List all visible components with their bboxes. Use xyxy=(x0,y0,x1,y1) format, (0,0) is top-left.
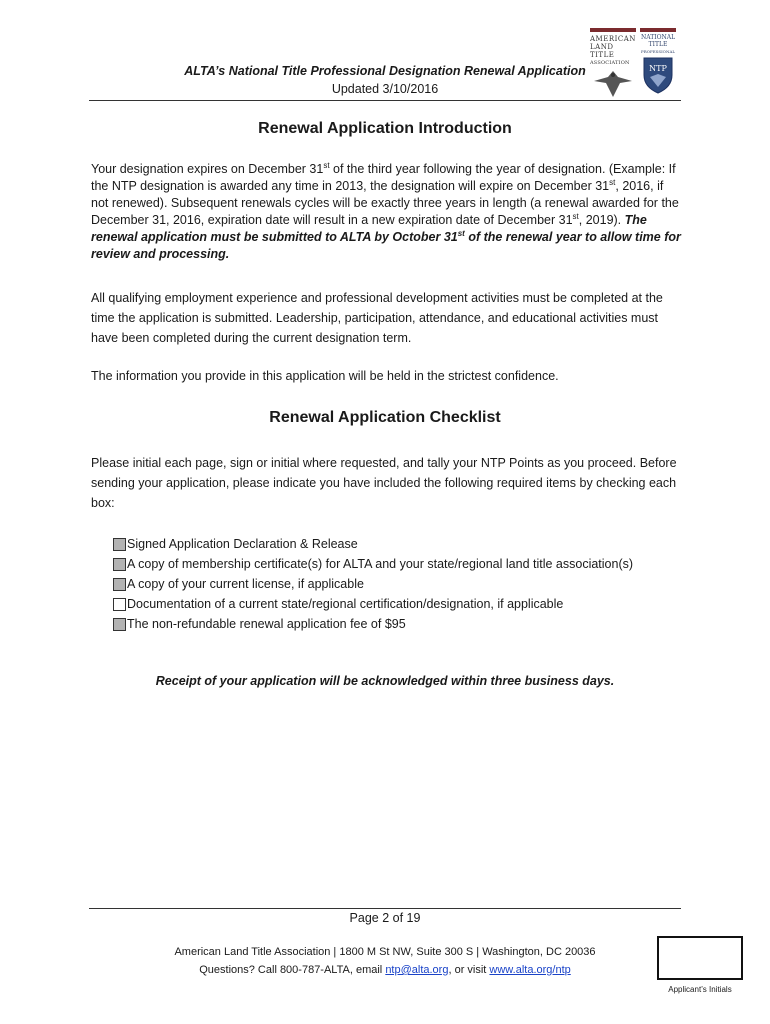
checklist-item-declaration: Signed Application Declaration & Release xyxy=(113,534,633,554)
footer-contact: Questions? Call 800-787-ALTA, email ntp@alta.org, or visit www.alta.org/ntp xyxy=(199,964,571,976)
checklist-item-license: A copy of your current license, if applicable xyxy=(113,574,633,594)
intro-paragraph-1: Your designation expires on December 31st of the third year following the year of designation. (Example: If the NTP designation is awarded any time in 2013, the designation will expire on December 31st, 2016, if not renewed). Subsequent renewals cycles will be exactly three years in length (a renewal awarded for the December 31, 2016, expiration date will result in a new expiration date of December 31st, 2019). The renewal application must be submitted to ALTA by October 31st of the renewal year to allow time for review and processing. xyxy=(91,160,681,261)
updated-date: Updated 3/10/2016 xyxy=(331,82,439,96)
email-link[interactable]: ntp@alta.org xyxy=(385,964,449,976)
eagle-icon xyxy=(590,67,636,99)
checkbox-membership[interactable] xyxy=(113,558,126,571)
website-link[interactable]: www.alta.org/ntp xyxy=(489,964,571,976)
ntp-logo-line2: TITLE xyxy=(648,41,668,48)
ntp-logo-line1: NATIONAL xyxy=(640,34,676,41)
ntp-logo-line3: PROFESSIONAL xyxy=(641,49,675,54)
checkbox-declaration[interactable] xyxy=(113,538,126,551)
alta-logo xyxy=(590,28,636,98)
checkbox-certification[interactable] xyxy=(113,598,126,611)
document-title: ALTA’s National Title Professional Designation Renewal Application xyxy=(184,64,586,78)
intro-paragraph-2: All qualifying employment experience and professional development activities must be completed at the time the application is submitted. Leadership, participation, attendance, and educational activities must have been completed during the current designation term. xyxy=(91,291,663,345)
ntp-badge-text: NTP xyxy=(649,64,667,73)
page-number: Page 2 of 19 xyxy=(349,911,421,925)
receipt-notice: Receipt of your application will be acknowledged within three business days. xyxy=(155,674,615,688)
checkbox-license[interactable] xyxy=(113,578,126,591)
alta-logo-line3: ASSOCIATION xyxy=(590,60,630,66)
alta-logo-line2: LAND TITLE xyxy=(590,43,615,59)
checkbox-fee[interactable] xyxy=(113,618,126,631)
footer-address: American Land Title Association | 1800 M St NW, Suite 300 S | Washington, DC 20036 xyxy=(174,946,596,958)
alta-logo-line1: AMERICAN xyxy=(590,35,636,43)
checklist-item-membership: A copy of membership certificate(s) for ALTA and your state/regional land title association(s) xyxy=(113,554,633,574)
checklist xyxy=(113,534,633,634)
checklist-item-fee: The non-refundable renewal application fee of $95 xyxy=(113,614,633,634)
checklist-heading: Renewal Application Checklist xyxy=(269,409,501,426)
applicant-initials-label: Applicant’s Initials xyxy=(668,985,732,994)
checklist-item-certification: Documentation of a current state/regional certification/designation, if applicable xyxy=(113,594,633,614)
applicant-initials-box[interactable] xyxy=(657,936,743,980)
intro-paragraph-3: The information you provide in this application will be held in the strictest confidence. xyxy=(91,369,559,383)
checklist-instructions: Please initial each page, sign or initial where requested, and tally your NTP Points as you proceed. Before sending your application, please indicate you have included the following required items by checking each box: xyxy=(91,456,677,510)
shield-icon xyxy=(640,55,676,95)
intro-heading: Renewal Application Introduction xyxy=(258,120,512,137)
footer-divider xyxy=(89,908,681,909)
ntp-logo xyxy=(640,28,676,98)
